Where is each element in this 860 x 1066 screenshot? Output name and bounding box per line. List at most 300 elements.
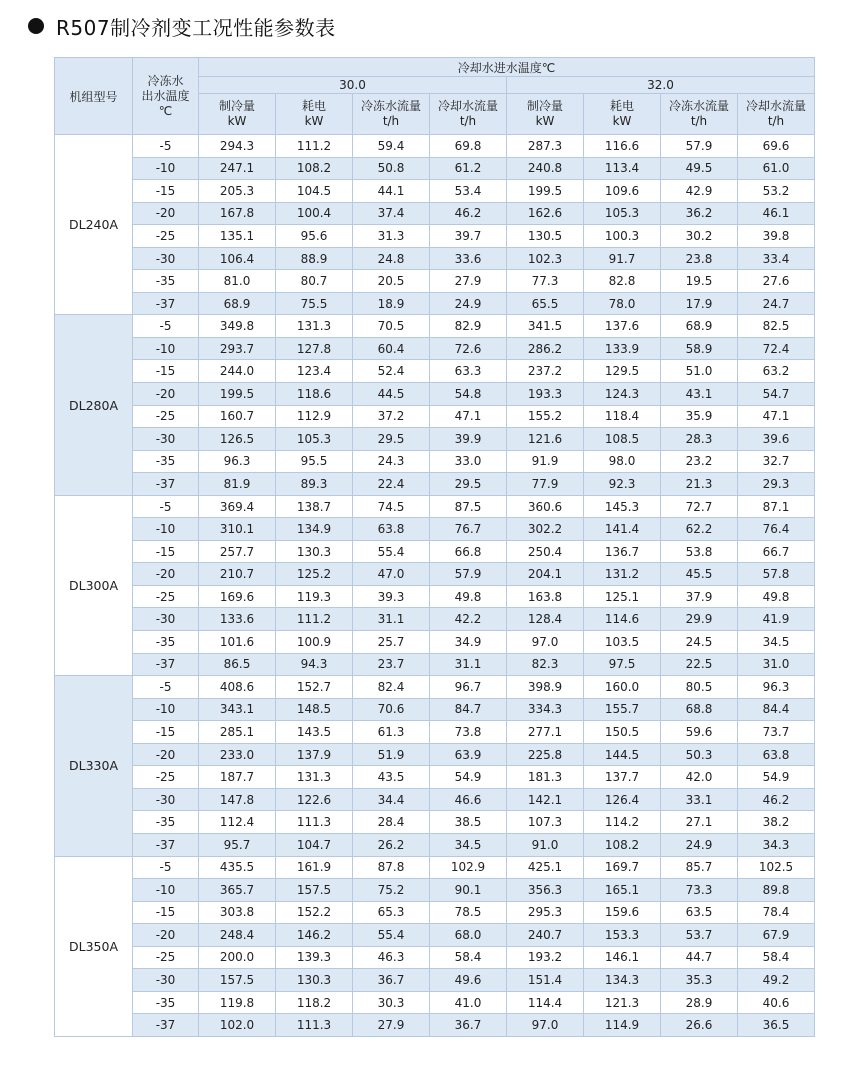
value-cell: 39.7	[430, 225, 507, 248]
table-row	[55, 924, 815, 947]
value-cell: 108.5	[584, 428, 661, 451]
value-cell: 114.6	[584, 608, 661, 631]
value-cell: 130.5	[507, 225, 584, 248]
value-cell: 124.3	[584, 383, 661, 406]
value-cell: 131.2	[584, 563, 661, 586]
value-cell: 128.4	[507, 608, 584, 631]
value-cell: 39.3	[353, 585, 430, 608]
value-cell: 59.6	[661, 721, 738, 744]
value-cell: 157.5	[199, 969, 276, 992]
value-cell: 111.3	[276, 811, 353, 834]
value-cell: 94.3	[276, 653, 353, 676]
value-cell: 63.8	[353, 518, 430, 541]
group-header-32: 32.0	[507, 77, 815, 94]
model-cell: DL330A	[55, 676, 133, 856]
value-cell: 27.6	[738, 270, 815, 293]
value-cell: 24.3	[353, 450, 430, 473]
value-cell: 50.3	[661, 743, 738, 766]
column-header	[584, 94, 661, 135]
value-cell: 133.6	[199, 608, 276, 631]
outlet-temp-cell: -25	[133, 585, 199, 608]
value-cell: 77.3	[507, 270, 584, 293]
table-row	[55, 721, 815, 744]
value-cell: 123.4	[276, 360, 353, 383]
value-cell: 19.5	[661, 270, 738, 293]
value-cell: 343.1	[199, 698, 276, 721]
value-cell: 44.7	[661, 946, 738, 969]
column-header-label: 耗电	[609, 99, 634, 113]
value-cell: 287.3	[507, 135, 584, 158]
outlet-temp-cell: -20	[133, 563, 199, 586]
value-cell: 26.6	[661, 1014, 738, 1037]
value-cell: 41.9	[738, 608, 815, 631]
table-row	[55, 608, 815, 631]
value-cell: 47.1	[738, 405, 815, 428]
outlet-temp-column-header	[133, 58, 199, 135]
value-cell: 148.5	[276, 698, 353, 721]
cooling-inlet-temp-header: 冷却水进水温度℃	[199, 58, 815, 77]
value-cell: 88.9	[276, 247, 353, 270]
column-header-unit: t/h	[459, 114, 477, 128]
table-row	[55, 292, 815, 315]
value-cell: 204.1	[507, 563, 584, 586]
outlet-temp-cell: -15	[133, 540, 199, 563]
column-header-label: 冷冻水流量	[668, 99, 729, 113]
model-cell: DL300A	[55, 495, 133, 675]
outlet-temp-cell: -10	[133, 518, 199, 541]
column-header-unit: kW	[535, 114, 555, 128]
value-cell: 70.5	[353, 315, 430, 338]
table-row	[55, 540, 815, 563]
column-header-label: 冷却水流量	[745, 99, 806, 113]
value-cell: 240.8	[507, 157, 584, 180]
value-cell: 193.2	[507, 946, 584, 969]
column-header	[507, 94, 584, 135]
value-cell: 119.3	[276, 585, 353, 608]
value-cell: 142.1	[507, 788, 584, 811]
value-cell: 102.3	[507, 247, 584, 270]
value-cell: 31.3	[353, 225, 430, 248]
value-cell: 33.6	[430, 247, 507, 270]
outlet-temp-cell: -5	[133, 856, 199, 879]
value-cell: 91.0	[507, 833, 584, 856]
column-header	[353, 94, 430, 135]
table-row	[55, 225, 815, 248]
value-cell: 310.1	[199, 518, 276, 541]
value-cell: 37.2	[353, 405, 430, 428]
value-cell: 131.3	[276, 315, 353, 338]
value-cell: 360.6	[507, 495, 584, 518]
value-cell: 80.7	[276, 270, 353, 293]
value-cell: 23.7	[353, 653, 430, 676]
outlet-temp-cell: -37	[133, 473, 199, 496]
table-row	[55, 585, 815, 608]
value-cell: 349.8	[199, 315, 276, 338]
value-cell: 118.6	[276, 383, 353, 406]
value-cell: 100.3	[584, 225, 661, 248]
value-cell: 247.1	[199, 157, 276, 180]
value-cell: 72.6	[430, 337, 507, 360]
value-cell: 23.2	[661, 450, 738, 473]
table-row	[55, 766, 815, 789]
value-cell: 24.7	[738, 292, 815, 315]
value-cell: 136.7	[584, 540, 661, 563]
value-cell: 34.5	[430, 833, 507, 856]
value-cell: 37.9	[661, 585, 738, 608]
value-cell: 114.4	[507, 991, 584, 1014]
value-cell: 398.9	[507, 676, 584, 699]
model-cell: DL280A	[55, 315, 133, 495]
value-cell: 118.2	[276, 991, 353, 1014]
value-cell: 54.9	[430, 766, 507, 789]
column-header	[199, 94, 276, 135]
value-cell: 135.1	[199, 225, 276, 248]
value-cell: 303.8	[199, 901, 276, 924]
group-header-30: 30.0	[199, 77, 507, 94]
table-row	[55, 450, 815, 473]
value-cell: 86.5	[199, 653, 276, 676]
value-cell: 53.7	[661, 924, 738, 947]
value-cell: 155.2	[507, 405, 584, 428]
outlet-temp-cell: -30	[133, 969, 199, 992]
outlet-temp-cell: -35	[133, 631, 199, 654]
table-row	[55, 337, 815, 360]
value-cell: 244.0	[199, 360, 276, 383]
value-cell: 425.1	[507, 856, 584, 879]
value-cell: 334.3	[507, 698, 584, 721]
value-cell: 89.8	[738, 879, 815, 902]
value-cell: 57.9	[661, 135, 738, 158]
value-cell: 78.5	[430, 901, 507, 924]
value-cell: 21.3	[661, 473, 738, 496]
value-cell: 155.7	[584, 698, 661, 721]
value-cell: 46.1	[738, 202, 815, 225]
value-cell: 82.8	[584, 270, 661, 293]
table-row	[55, 833, 815, 856]
value-cell: 62.2	[661, 518, 738, 541]
value-cell: 24.8	[353, 247, 430, 270]
value-cell: 106.4	[199, 247, 276, 270]
value-cell: 43.1	[661, 383, 738, 406]
value-cell: 63.5	[661, 901, 738, 924]
value-cell: 95.5	[276, 450, 353, 473]
outlet-temp-cell: -10	[133, 157, 199, 180]
value-cell: 103.5	[584, 631, 661, 654]
value-cell: 138.7	[276, 495, 353, 518]
value-cell: 121.3	[584, 991, 661, 1014]
table-row	[55, 315, 815, 338]
value-cell: 112.4	[199, 811, 276, 834]
outlet-temp-cell: -20	[133, 383, 199, 406]
column-header-label: 冷却水流量	[437, 99, 498, 113]
value-cell: 85.7	[661, 856, 738, 879]
table-row	[55, 1014, 815, 1037]
table-row	[55, 856, 815, 879]
value-cell: 44.1	[353, 180, 430, 203]
value-cell: 20.5	[353, 270, 430, 293]
value-cell: 34.3	[738, 833, 815, 856]
value-cell: 66.7	[738, 540, 815, 563]
value-cell: 24.5	[661, 631, 738, 654]
outlet-temp-cell: -25	[133, 946, 199, 969]
outlet-temp-header-line1: 冷冻水	[147, 73, 184, 88]
outlet-temp-cell: -25	[133, 225, 199, 248]
column-header-label: 耗电	[301, 99, 326, 113]
value-cell: 100.9	[276, 631, 353, 654]
value-cell: 118.4	[584, 405, 661, 428]
outlet-temp-cell: -25	[133, 405, 199, 428]
value-cell: 40.6	[738, 991, 815, 1014]
value-cell: 125.2	[276, 563, 353, 586]
value-cell: 31.1	[353, 608, 430, 631]
table-row	[55, 969, 815, 992]
value-cell: 87.5	[430, 495, 507, 518]
value-cell: 46.2	[738, 788, 815, 811]
value-cell: 369.4	[199, 495, 276, 518]
outlet-temp-cell: -30	[133, 608, 199, 631]
value-cell: 29.5	[430, 473, 507, 496]
value-cell: 233.0	[199, 743, 276, 766]
value-cell: 165.1	[584, 879, 661, 902]
table-row	[55, 473, 815, 496]
value-cell: 286.2	[507, 337, 584, 360]
value-cell: 34.4	[353, 788, 430, 811]
page-title: R507制冷剂变工况性能参数表	[56, 15, 336, 40]
value-cell: 25.7	[353, 631, 430, 654]
value-cell: 95.7	[199, 833, 276, 856]
value-cell: 65.3	[353, 901, 430, 924]
value-cell: 108.2	[584, 833, 661, 856]
value-cell: 199.5	[507, 180, 584, 203]
value-cell: 28.4	[353, 811, 430, 834]
table-row	[55, 811, 815, 834]
column-header	[430, 94, 507, 135]
value-cell: 105.3	[276, 428, 353, 451]
table-row	[55, 180, 815, 203]
value-cell: 45.5	[661, 563, 738, 586]
value-cell: 39.8	[738, 225, 815, 248]
value-cell: 46.3	[353, 946, 430, 969]
value-cell: 47.1	[430, 405, 507, 428]
value-cell: 199.5	[199, 383, 276, 406]
value-cell: 35.9	[661, 405, 738, 428]
column-header-unit: t/h	[690, 114, 708, 128]
table-header	[55, 58, 815, 135]
value-cell: 54.8	[430, 383, 507, 406]
value-cell: 24.9	[661, 833, 738, 856]
value-cell: 111.2	[276, 608, 353, 631]
value-cell: 134.9	[276, 518, 353, 541]
outlet-temp-cell: -15	[133, 180, 199, 203]
value-cell: 105.3	[584, 202, 661, 225]
value-cell: 114.9	[584, 1014, 661, 1037]
value-cell: 144.5	[584, 743, 661, 766]
value-cell: 101.6	[199, 631, 276, 654]
value-cell: 225.8	[507, 743, 584, 766]
value-cell: 33.4	[738, 247, 815, 270]
value-cell: 55.4	[353, 924, 430, 947]
value-cell: 97.0	[507, 1014, 584, 1037]
value-cell: 75.2	[353, 879, 430, 902]
outlet-temp-cell: -37	[133, 833, 199, 856]
column-header-unit: t/h	[382, 114, 400, 128]
table-row	[55, 879, 815, 902]
outlet-temp-cell: -30	[133, 428, 199, 451]
outlet-temp-cell: -37	[133, 1014, 199, 1037]
outlet-temp-cell: -10	[133, 337, 199, 360]
value-cell: 97.5	[584, 653, 661, 676]
value-cell: 69.8	[430, 135, 507, 158]
value-cell: 42.0	[661, 766, 738, 789]
model-cell: DL350A	[55, 856, 133, 1036]
value-cell: 47.0	[353, 563, 430, 586]
value-cell: 49.5	[661, 157, 738, 180]
value-cell: 81.0	[199, 270, 276, 293]
value-cell: 111.2	[276, 135, 353, 158]
value-cell: 365.7	[199, 879, 276, 902]
value-cell: 53.8	[661, 540, 738, 563]
value-cell: 68.8	[661, 698, 738, 721]
value-cell: 36.2	[661, 202, 738, 225]
table-row	[55, 405, 815, 428]
value-cell: 107.3	[507, 811, 584, 834]
value-cell: 102.5	[738, 856, 815, 879]
value-cell: 100.4	[276, 202, 353, 225]
value-cell: 54.9	[738, 766, 815, 789]
value-cell: 97.0	[507, 631, 584, 654]
value-cell: 27.9	[353, 1014, 430, 1037]
value-cell: 152.2	[276, 901, 353, 924]
value-cell: 76.4	[738, 518, 815, 541]
value-cell: 152.7	[276, 676, 353, 699]
outlet-temp-cell: -35	[133, 270, 199, 293]
value-cell: 50.8	[353, 157, 430, 180]
value-cell: 187.7	[199, 766, 276, 789]
value-cell: 133.9	[584, 337, 661, 360]
value-cell: 43.5	[353, 766, 430, 789]
value-cell: 167.8	[199, 202, 276, 225]
table-row	[55, 518, 815, 541]
value-cell: 294.3	[199, 135, 276, 158]
value-cell: 87.1	[738, 495, 815, 518]
outlet-temp-cell: -35	[133, 991, 199, 1014]
value-cell: 66.8	[430, 540, 507, 563]
table-row	[55, 698, 815, 721]
outlet-temp-header-line3: ℃	[158, 103, 173, 118]
value-cell: 150.5	[584, 721, 661, 744]
table-row	[55, 202, 815, 225]
value-cell: 63.9	[430, 743, 507, 766]
value-cell: 39.9	[430, 428, 507, 451]
value-cell: 91.7	[584, 247, 661, 270]
value-cell: 55.4	[353, 540, 430, 563]
value-cell: 58.4	[430, 946, 507, 969]
value-cell: 125.1	[584, 585, 661, 608]
value-cell: 163.8	[507, 585, 584, 608]
value-cell: 35.3	[661, 969, 738, 992]
value-cell: 51.9	[353, 743, 430, 766]
table-row	[55, 135, 815, 158]
value-cell: 61.2	[430, 157, 507, 180]
value-cell: 74.5	[353, 495, 430, 518]
value-cell: 116.6	[584, 135, 661, 158]
performance-table	[54, 57, 815, 1037]
outlet-temp-header-line2: 出水温度	[141, 88, 190, 103]
value-cell: 30.2	[661, 225, 738, 248]
value-cell: 28.9	[661, 991, 738, 1014]
value-cell: 53.2	[738, 180, 815, 203]
value-cell: 54.7	[738, 383, 815, 406]
value-cell: 146.1	[584, 946, 661, 969]
value-cell: 200.0	[199, 946, 276, 969]
value-cell: 91.9	[507, 450, 584, 473]
value-cell: 36.7	[353, 969, 430, 992]
value-cell: 68.9	[661, 315, 738, 338]
value-cell: 58.4	[738, 946, 815, 969]
value-cell: 32.7	[738, 450, 815, 473]
value-cell: 295.3	[507, 901, 584, 924]
value-cell: 143.5	[276, 721, 353, 744]
value-cell: 193.3	[507, 383, 584, 406]
value-cell: 95.6	[276, 225, 353, 248]
value-cell: 250.4	[507, 540, 584, 563]
value-cell: 58.9	[661, 337, 738, 360]
value-cell: 17.9	[661, 292, 738, 315]
value-cell: 81.9	[199, 473, 276, 496]
value-cell: 137.9	[276, 743, 353, 766]
value-cell: 78.0	[584, 292, 661, 315]
value-cell: 72.4	[738, 337, 815, 360]
value-cell: 26.2	[353, 833, 430, 856]
value-cell: 89.3	[276, 473, 353, 496]
value-cell: 109.6	[584, 180, 661, 203]
value-cell: 68.0	[430, 924, 507, 947]
value-cell: 36.5	[738, 1014, 815, 1037]
value-cell: 108.2	[276, 157, 353, 180]
value-cell: 36.7	[430, 1014, 507, 1037]
value-cell: 90.1	[430, 879, 507, 902]
value-cell: 22.5	[661, 653, 738, 676]
value-cell: 22.4	[353, 473, 430, 496]
value-cell: 129.5	[584, 360, 661, 383]
column-header-unit: kW	[304, 114, 324, 128]
value-cell: 65.5	[507, 292, 584, 315]
value-cell: 237.2	[507, 360, 584, 383]
bullet-icon	[28, 18, 44, 34]
table-row	[55, 631, 815, 654]
value-cell: 126.4	[584, 788, 661, 811]
value-cell: 82.3	[507, 653, 584, 676]
value-cell: 159.6	[584, 901, 661, 924]
value-cell: 51.0	[661, 360, 738, 383]
value-cell: 112.9	[276, 405, 353, 428]
value-cell: 44.5	[353, 383, 430, 406]
value-cell: 435.5	[199, 856, 276, 879]
value-cell: 37.4	[353, 202, 430, 225]
value-cell: 356.3	[507, 879, 584, 902]
value-cell: 102.9	[430, 856, 507, 879]
value-cell: 73.8	[430, 721, 507, 744]
value-cell: 131.3	[276, 766, 353, 789]
table-row	[55, 247, 815, 270]
value-cell: 181.3	[507, 766, 584, 789]
value-cell: 29.3	[738, 473, 815, 496]
value-cell: 33.0	[430, 450, 507, 473]
value-cell: 57.9	[430, 563, 507, 586]
column-header-unit: kW	[612, 114, 632, 128]
value-cell: 29.5	[353, 428, 430, 451]
value-cell: 146.2	[276, 924, 353, 947]
